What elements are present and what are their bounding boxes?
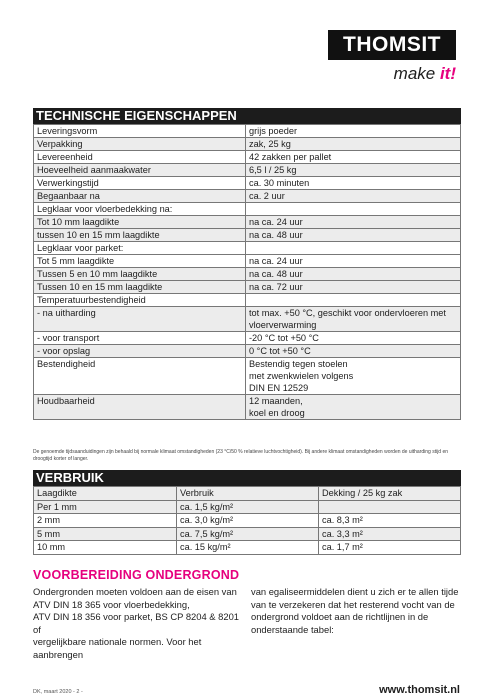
- technical-footnote: De genoemde tijdsaanduidingen zijn behaald bij normale klimaat omstandigheden (23 °C/50 % relatieve luchtvochtigheid). Bij andere klimaat omstandigheden worden de uitharding stijd en droogtijd korter of langer.: [33, 449, 449, 462]
- usage-coverage: ca. 3,3 m²: [319, 527, 461, 541]
- preparation-text-right: [251, 586, 463, 636]
- property-label: Levereenheid: [34, 151, 246, 164]
- property-label: - voor transport: [34, 332, 246, 345]
- usage-table: [33, 486, 461, 555]
- property-value: grijs poeder: [246, 125, 461, 138]
- usage-header-thickness: Laagdikte: [34, 487, 177, 501]
- usage-consumption: ca. 15 kg/m²: [177, 541, 319, 555]
- table-row: [34, 255, 461, 268]
- usage-thickness: 2 mm: [34, 514, 177, 528]
- table-row: [34, 268, 461, 281]
- table-row: [34, 281, 461, 294]
- usage-consumption: ca. 7,5 kg/m²: [177, 527, 319, 541]
- table-row: [34, 229, 461, 242]
- table-row: [34, 345, 461, 358]
- usage-thickness: 5 mm: [34, 527, 177, 541]
- property-label: [34, 407, 246, 420]
- property-value: zak, 25 kg: [246, 138, 461, 151]
- usage-consumption: ca. 3,0 kg/m²: [177, 514, 319, 528]
- usage-thickness: Per 1 mm: [34, 500, 177, 514]
- table-row: [34, 332, 461, 345]
- property-value: DIN EN 12529: [246, 382, 461, 395]
- preparation-text-left: [33, 586, 245, 662]
- usage-coverage: [319, 500, 461, 514]
- table-row: [34, 395, 461, 408]
- table-row: [34, 382, 461, 395]
- property-value: na ca. 48 uur: [246, 268, 461, 281]
- property-label: [34, 382, 246, 395]
- preparation-line: ondergrond voldoet aan de richtlijnen in de: [251, 611, 429, 623]
- usage-header-consumption: Verbruik: [177, 487, 319, 501]
- property-label: Begaanbaar na: [34, 190, 246, 203]
- table-row: [34, 125, 461, 138]
- table-row: [34, 177, 461, 190]
- property-label: Verwerkingstijd: [34, 177, 246, 190]
- usage-header-coverage: Dekking / 25 kg zak: [319, 487, 461, 501]
- property-value: na ca. 24 uur: [246, 255, 461, 268]
- tagline-accent: it!: [439, 64, 456, 83]
- property-label: Legklaar voor vloerbedekking na:: [34, 203, 246, 216]
- footer-website: www.thomsit.nl: [379, 684, 460, 696]
- property-value: -20 °C tot +50 °C: [246, 332, 461, 345]
- property-value: koel en droog: [246, 407, 461, 420]
- property-value: vloerverwarming: [246, 319, 461, 332]
- table-row: [34, 190, 461, 203]
- property-value: ca. 2 uur: [246, 190, 461, 203]
- footer-date-page: DK, maart 2020 - 2 -: [33, 689, 83, 695]
- brand-logo: [328, 30, 456, 60]
- property-value: na ca. 72 uur: [246, 281, 461, 294]
- preparation-line: onderstaande tabel:: [251, 623, 334, 635]
- property-label: Legklaar voor parket:: [34, 242, 246, 255]
- table-row: [34, 216, 461, 229]
- table-row: [34, 307, 461, 320]
- usage-row: [34, 514, 461, 528]
- preparation-line: ATV DIN 18 356 voor parket, BS CP 8204 & 8201 of: [33, 611, 240, 635]
- section-header-usage: VERBRUIK: [33, 470, 461, 486]
- preparation-line: vergelijkbare nationale normen. Voor het aanbrengen: [33, 636, 202, 660]
- property-value: 6,5 l / 25 kg: [246, 164, 461, 177]
- usage-thickness: 10 mm: [34, 541, 177, 555]
- property-label: Tussen 5 en 10 mm laagdikte: [34, 268, 246, 281]
- property-label: Tussen 10 en 15 mm laagdikte: [34, 281, 246, 294]
- property-label: Temperatuurbestendigheid: [34, 294, 246, 307]
- property-label: - na uitharding: [34, 307, 246, 320]
- table-row: [34, 242, 461, 255]
- property-label: Verpakking: [34, 138, 246, 151]
- logo-text: THOMSIT: [343, 33, 441, 56]
- property-value: met zwenkwielen volgens: [246, 370, 461, 382]
- table-row: [34, 358, 461, 371]
- table-row: [34, 138, 461, 151]
- table-row: [34, 407, 461, 420]
- property-value: 12 maanden,: [246, 395, 461, 408]
- technical-properties-table: [33, 124, 461, 420]
- table-row: [34, 151, 461, 164]
- usage-coverage: ca. 1,7 m²: [319, 541, 461, 555]
- property-label: Tot 5 mm laagdikte: [34, 255, 246, 268]
- table-row: [34, 294, 461, 307]
- table-row: [34, 370, 461, 382]
- property-value: 0 °C tot +50 °C: [246, 345, 461, 358]
- usage-row: [34, 541, 461, 555]
- property-label: tussen 10 en 15 mm laagdikte: [34, 229, 246, 242]
- property-value: na ca. 48 uur: [246, 229, 461, 242]
- usage-row: [34, 527, 461, 541]
- property-label: Hoeveelheid aanmaakwater: [34, 164, 246, 177]
- preparation-line: van te verzekeren dat het resterend vocht van de: [251, 598, 455, 610]
- property-value: [246, 203, 461, 216]
- brand-tagline: [394, 64, 456, 84]
- table-row: [34, 203, 461, 216]
- table-row: [34, 164, 461, 177]
- property-label: Tot 10 mm laagdikte: [34, 216, 246, 229]
- property-value: Bestendig tegen stoelen: [246, 358, 461, 371]
- preparation-title: VOORBEREIDING ONDERGROND: [33, 568, 240, 582]
- property-label: Houdbaarheid: [34, 395, 246, 408]
- table-row: [34, 319, 461, 332]
- usage-header-row: [34, 487, 461, 501]
- property-value: na ca. 24 uur: [246, 216, 461, 229]
- property-value: tot max. +50 °C, geschikt voor ondervloeren met: [246, 307, 461, 320]
- property-value: [246, 242, 461, 255]
- property-label: [34, 370, 246, 382]
- section-header-technical: TECHNISCHE EIGENSCHAPPEN: [33, 108, 461, 124]
- preparation-line: van egaliseermiddelen dient u zich er te allen tijde: [251, 586, 459, 597]
- property-value: 42 zakken per pallet: [246, 151, 461, 164]
- property-label: [34, 319, 246, 332]
- preparation-line: ATV DIN 18 365 voor vloerbedekking,: [33, 598, 190, 610]
- property-label: Leveringsvorm: [34, 125, 246, 138]
- property-value: ca. 30 minuten: [246, 177, 461, 190]
- property-label: - voor opslag: [34, 345, 246, 358]
- property-value: [246, 294, 461, 307]
- preparation-line: Ondergronden moeten voldoen aan de eisen van: [33, 586, 237, 597]
- usage-row: [34, 500, 461, 514]
- usage-coverage: ca. 8,3 m²: [319, 514, 461, 528]
- tagline-main: make: [393, 64, 440, 83]
- property-label: Bestendigheid: [34, 358, 246, 371]
- usage-consumption: ca. 1,5 kg/m²: [177, 500, 319, 514]
